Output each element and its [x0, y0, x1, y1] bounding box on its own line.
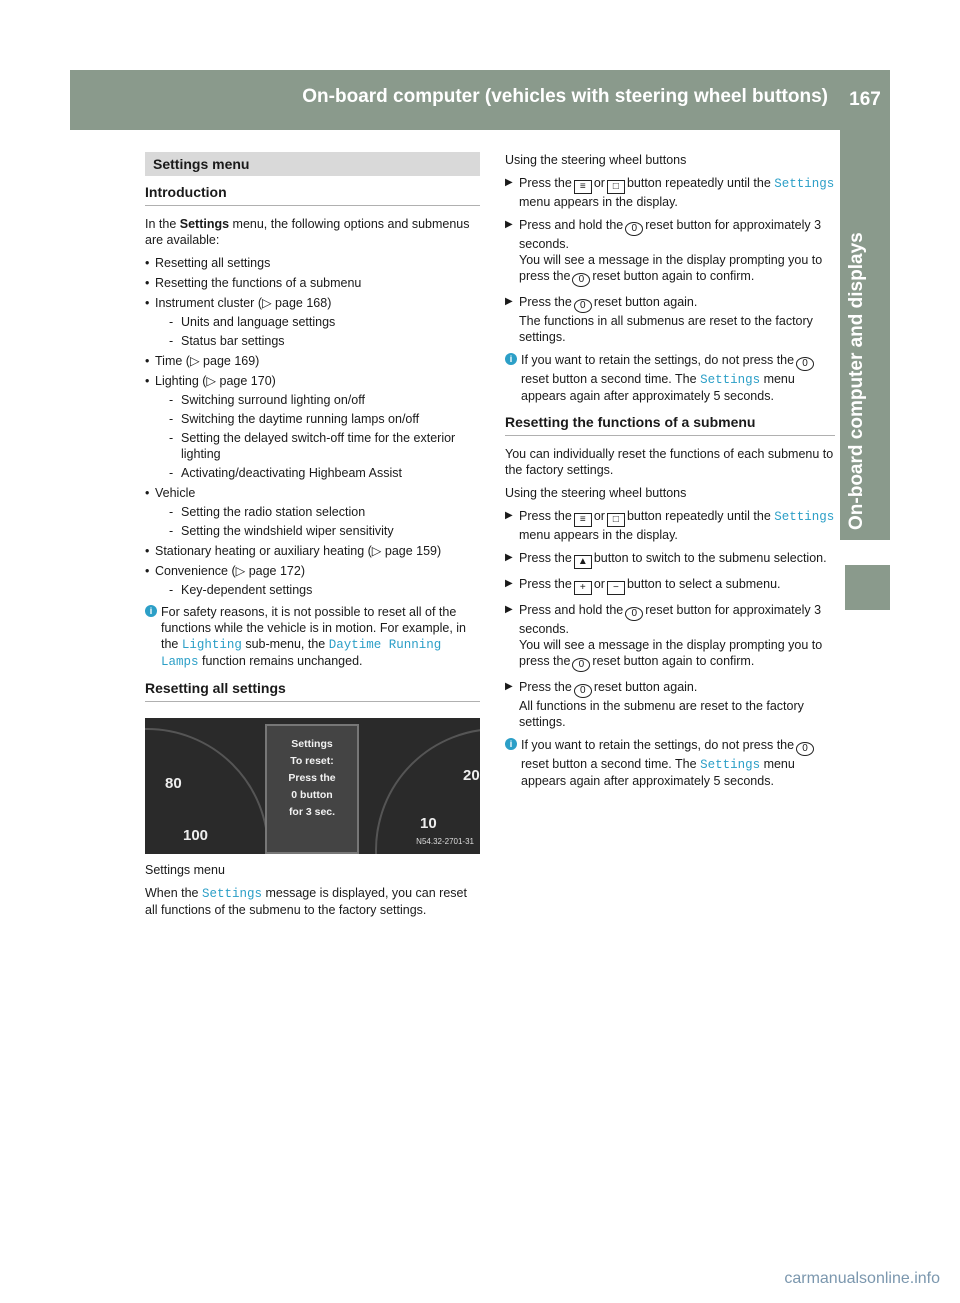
left-column [145, 152, 480, 925]
display-line: To reset: [290, 755, 334, 767]
instruction-step: ▶ Press the + or − button to select a submenu. [505, 577, 781, 593]
instrument-cluster-figure [145, 718, 480, 854]
side-tab-label: On-board computer and displays [846, 232, 867, 530]
reset-button-icon: 0 [625, 607, 643, 621]
options-list [145, 255, 480, 598]
info-icon: i [145, 605, 157, 617]
tab-right-icon: □ [607, 513, 625, 527]
sub-list-item: - Switching the daytime running lamps on/off [155, 411, 480, 427]
list-item: • Time (▷ page 169) [145, 353, 480, 369]
display-line: Press the [288, 772, 336, 784]
sub-list-item: - Switching surround lighting on/off [155, 392, 480, 408]
instruction-step: ▶ Press the 0 reset button again. The functions in all submenus are reset to the factory settings. [505, 295, 813, 344]
list-item: • Resetting the functions of a submenu [145, 275, 480, 291]
sub-list-item: - Setting the delayed switch-off time for the exterior lighting [155, 430, 480, 462]
instruction-step: ▶ Press and hold the 0 reset button for approximately 3 seconds. You will see a message in the display prompting you to press the 0 reset button again to confirm. [505, 218, 823, 285]
gauge-label: 20 [463, 767, 480, 784]
display-line: 0 button [291, 789, 333, 801]
sub-list-item: - Status bar settings [155, 333, 480, 349]
page-number: 167 [840, 70, 890, 130]
resetting-all-heading: Resetting all settings [145, 680, 480, 702]
submenu-intro: You can individually reset the functions of each submenu to the factory settings. [505, 447, 834, 477]
gauge-label: 10 [420, 815, 437, 832]
gauge-label: 100 [183, 827, 209, 844]
plus-icon: + [574, 581, 592, 595]
instruction-step: ▶ Press the ≡ or □ button repeatedly until the Settings menu appears in the display. [505, 176, 835, 209]
decorative-square [845, 565, 890, 610]
info-note: i If you want to retain the settings, do not press the 0reset button a second time. The Settings menu appears again after approximately 5 seconds. [505, 352, 835, 404]
header-bar [70, 70, 840, 130]
list-item: • Lighting (▷ page 170) - Switching surround lighting on/off - Switching the daytime running lamps on/off - Setting the delayed switch-off time for the exterior lighting - Activating/deactivating Highbeam Assist [145, 373, 480, 481]
list-item: • Stationary heating or auxiliary heating (▷ page 159) [145, 543, 480, 559]
tab-right-icon: □ [607, 180, 625, 194]
step-arrow-icon: ▶ [505, 604, 513, 615]
minus-icon: − [607, 581, 625, 595]
reset-button-icon: 0 [574, 299, 592, 313]
reset-button-icon: 0 [572, 273, 590, 287]
step-arrow-icon: ▶ [505, 681, 513, 692]
info-icon: i [505, 738, 517, 750]
step-arrow-icon: ▶ [505, 296, 513, 307]
instruction-step: ▶ Press the ▲ button to switch to the submenu selection. [505, 551, 827, 567]
list-item: • Resetting all settings [145, 255, 480, 271]
tab-left-icon: ≡ [574, 180, 592, 194]
page-title: On-board computer (vehicles with steering wheel buttons) [302, 86, 828, 107]
display-line: Settings [291, 738, 333, 750]
sub-list-item: - Units and language settings [155, 314, 480, 330]
reset-button-icon: 0 [572, 658, 590, 672]
intro-paragraph: In the Settings menu, the following options and submenus are available: [145, 217, 470, 247]
reset-button-icon: 0 [796, 742, 814, 756]
watermark: carmanualsonline.info [784, 1270, 940, 1287]
step-arrow-icon: ▶ [505, 510, 513, 521]
up-arrow-icon: ▲ [574, 555, 592, 569]
reset-button-icon: 0 [625, 222, 643, 236]
side-tab [840, 130, 890, 540]
display-line: for 3 sec. [288, 806, 336, 818]
instruction-step: ▶ Press the ≡ or □ button repeatedly until the Settings menu appears in the display. [505, 509, 835, 542]
sub-list-item: - Activating/deactivating Highbeam Assist [155, 465, 480, 481]
step-arrow-icon: ▶ [505, 552, 513, 563]
sub-list-item: - Key-dependent settings [155, 582, 480, 598]
introduction-heading: Introduction [145, 184, 480, 206]
step-arrow-icon: ▶ [505, 219, 513, 230]
step-arrow-icon: ▶ [505, 177, 513, 188]
reset-button-icon: 0 [796, 357, 814, 371]
using-buttons-label: Using the steering wheel buttons [505, 486, 687, 500]
right-column [505, 152, 835, 799]
safety-note: i For safety reasons, it is not possible to reset all of the functions while the vehicle is in motion. For example, in the Lighting sub‑menu, the Daytime Running Lamps function remains unchanged. [145, 604, 480, 670]
tab-left-icon: ≡ [574, 513, 592, 527]
display-screen [265, 724, 359, 854]
using-buttons-label: Using the steering wheel buttons [505, 153, 687, 167]
info-note: i If you want to retain the settings, do not press the 0reset button a second time. The Settings menu appears again after approximately 5 seconds. [505, 737, 835, 789]
instruction-step: ▶ Press the 0 reset button again. All functions in the submenu are reset to the factory settings. [505, 680, 804, 729]
step-arrow-icon: ▶ [505, 578, 513, 589]
list-item: • Instrument cluster (▷ page 168) - Units and language settings - Status bar settings [145, 295, 480, 349]
figure-caption: Settings menu [145, 863, 225, 877]
list-item: • Convenience (▷ page 172) - Key-dependent settings [145, 563, 480, 598]
submenu-heading: Resetting the functions of a submenu [505, 414, 835, 436]
list-item: • Vehicle - Setting the radio station selection - Setting the windshield wiper sensitivity [145, 485, 480, 539]
reset-button-icon: 0 [574, 684, 592, 698]
figure-code: N54.32-2701-31 [416, 837, 474, 846]
sub-list-item: - Setting the radio station selection [155, 504, 480, 520]
after-figure-paragraph: When the Settings message is displayed, you can reset all functions of the submenu to the factory settings. [145, 886, 467, 917]
section-title: Settings menu [145, 152, 480, 176]
instruction-step: ▶ Press and hold the 0 reset button for approximately 3 seconds. You will see a message in the display prompting you to press the 0 reset button again to confirm. [505, 603, 823, 670]
header-divider [896, 144, 898, 196]
sub-list-item: - Setting the windshield wiper sensitivity [155, 523, 480, 539]
info-icon: i [505, 353, 517, 365]
gauge-label: 80 [165, 775, 182, 792]
